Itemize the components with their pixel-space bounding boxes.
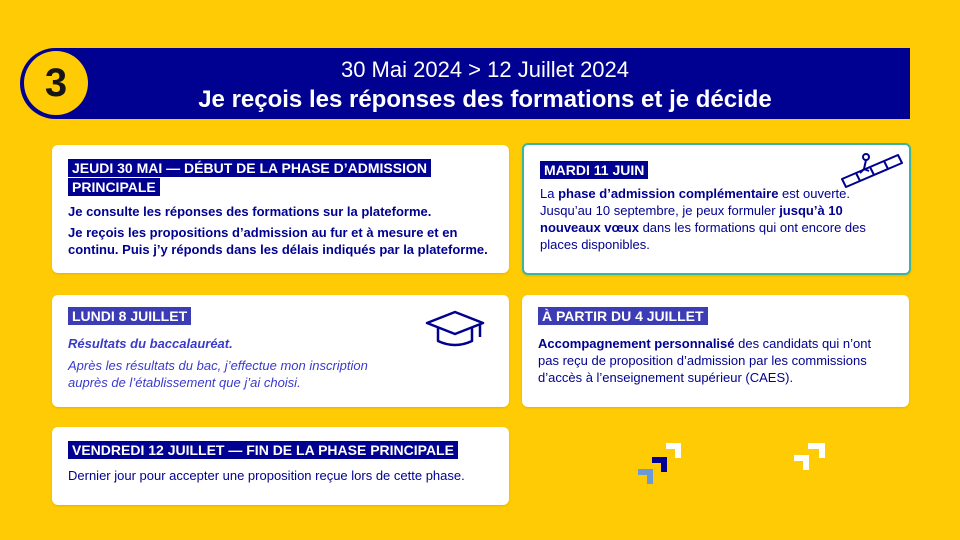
card-caes-support [522, 295, 909, 407]
card-text: Je consulte les réponses des formations sur la plateforme. [68, 204, 432, 219]
card-tag: À PARTIR DU 4 JUILLET [538, 307, 708, 325]
card-main-phase-end [52, 427, 509, 505]
card-complementary-phase [522, 143, 911, 275]
card-text: Accompagnement personnalisé des candidats qui n’ont pas reçu de proposition d’admission par les commissions d’accès à l’enseignement supérieur (CAES). [538, 336, 872, 385]
corner-arrows-icon [632, 442, 684, 490]
card-admission-start [52, 145, 509, 273]
card-tag: LUNDI 8 JUILLET [68, 307, 191, 325]
card-text: Résultats du baccalauréat. [68, 336, 233, 351]
card-text: Dernier jour pour accepter une proposition reçue lors de cette phase. [68, 468, 465, 483]
card-bac-results [52, 295, 509, 407]
card-tag: VENDREDI 12 JUILLET — FIN DE LA PHASE PRINCIPALE [68, 441, 458, 459]
step-number: 3 [44, 61, 68, 105]
corner-arrows-icon [790, 440, 830, 476]
card-text: Jusqu’au 10 septembre, je peux formuler jusqu’à 10 nouveaux vœux dans les formations qui ont encore des places disponibles. [540, 203, 866, 252]
card-tag: MARDI 11 JUIN [540, 161, 648, 179]
card-text: Après les résultats du bac, j’effectue mon inscription auprès de l’établissement que j’ai choisi. [68, 358, 368, 390]
card-tag: JEUDI 30 MAI — DÉBUT DE LA PHASE D’ADMISSION PRINCIPALE [68, 159, 431, 196]
card-text: La phase d’admission complémentaire est ouverte. [540, 186, 850, 201]
graduation-cap-icon [424, 309, 486, 351]
page-title: Je reçois les réponses des formations et je décide [198, 86, 772, 113]
date-range: 30 Mai 2024 > 12 Juillet 2024 [340, 57, 630, 82]
card-text: Je reçois les propositions d’admission au fur et à mesure et en continu. Puis j’y réponds dans les délais indiqués par la plateforme. [68, 225, 488, 257]
